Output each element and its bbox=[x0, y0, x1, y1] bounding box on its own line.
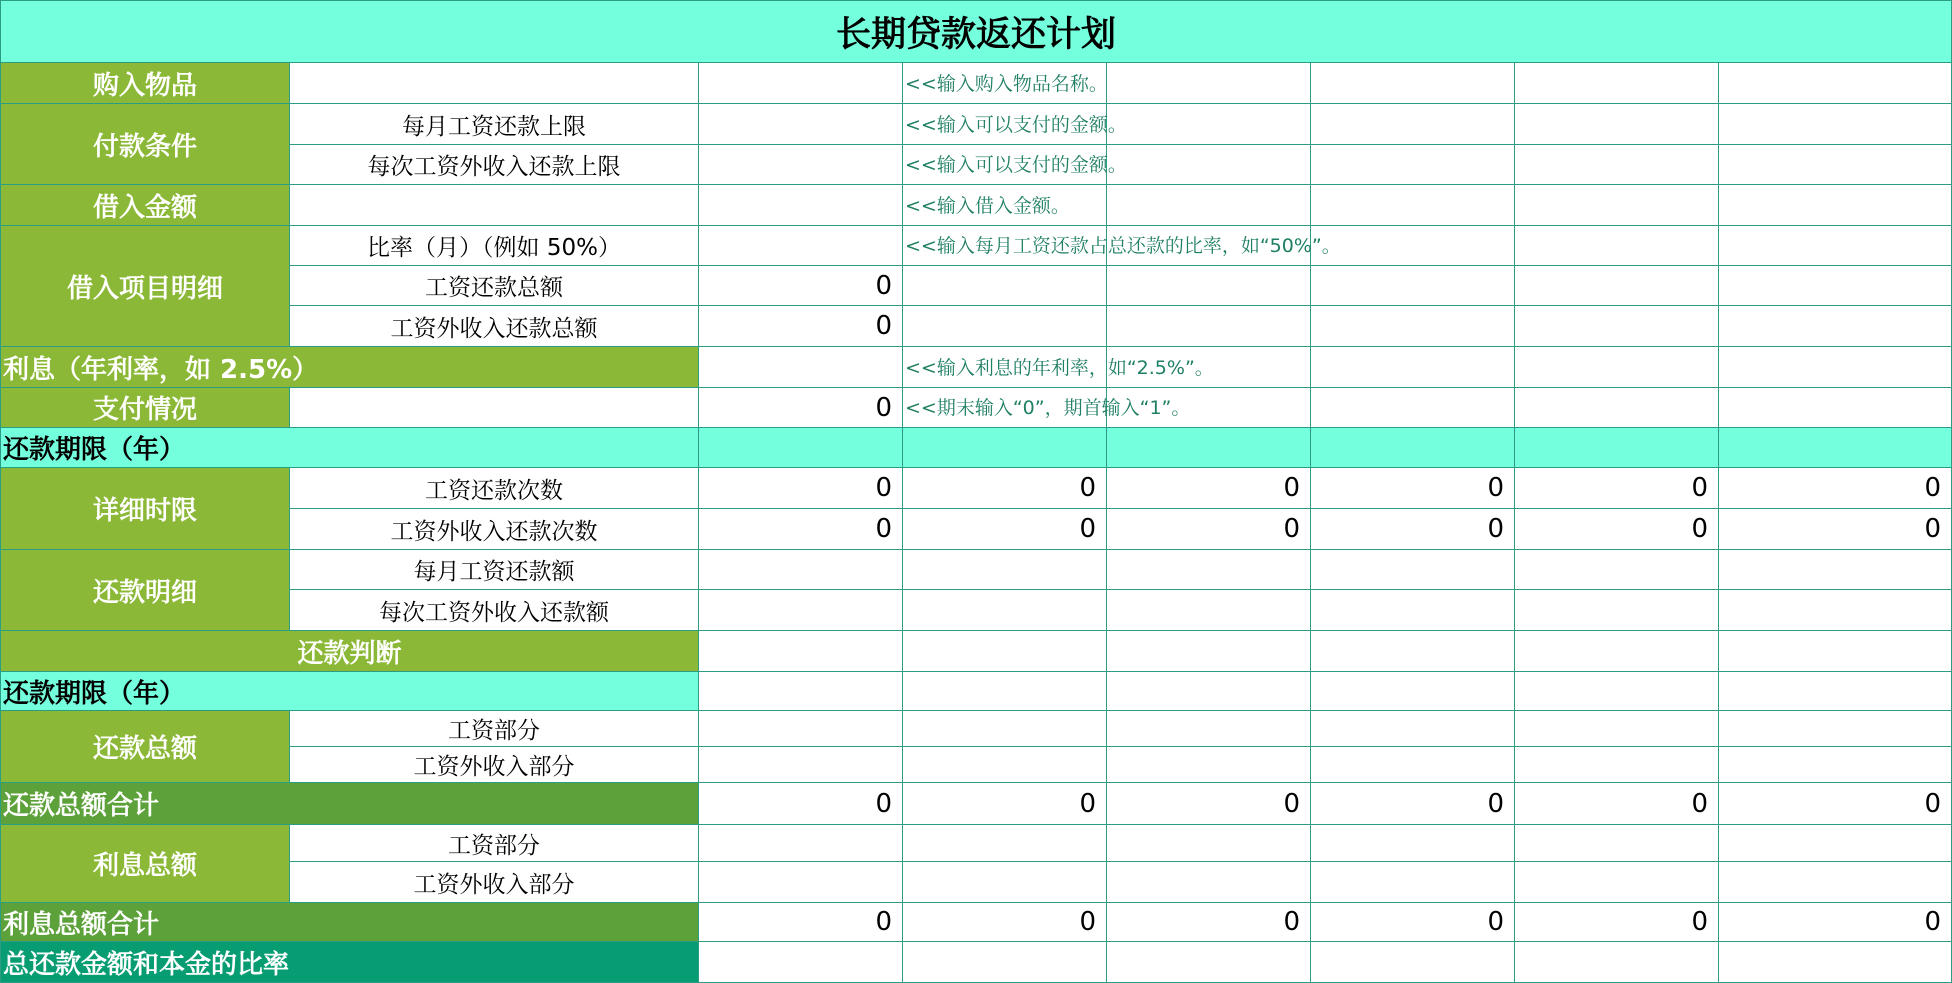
empty-cell[interactable] bbox=[1106, 184, 1311, 226]
empty-cell[interactable] bbox=[1718, 144, 1952, 185]
empty-cell[interactable] bbox=[902, 630, 1107, 672]
empty-cell[interactable] bbox=[698, 746, 903, 783]
empty-cell[interactable] bbox=[698, 589, 903, 631]
label-repay-total: 还款总额 bbox=[0, 710, 290, 783]
band-cell[interactable] bbox=[698, 427, 903, 468]
empty-cell[interactable] bbox=[698, 144, 903, 185]
empty-cell[interactable] bbox=[902, 62, 1107, 104]
empty-cell[interactable] bbox=[1106, 265, 1311, 306]
value-extra-count[interactable]: 0 bbox=[1310, 508, 1515, 550]
empty-cell[interactable] bbox=[1718, 225, 1952, 266]
empty-cell[interactable] bbox=[1106, 305, 1311, 347]
label-salary-part: 工资部分 bbox=[289, 710, 699, 747]
label-purchase: 购入物品 bbox=[0, 62, 290, 104]
label-ratio-total: 总还款金额和本金的比率 bbox=[0, 941, 699, 983]
empty-cell[interactable] bbox=[698, 346, 903, 388]
empty-cell[interactable] bbox=[1106, 387, 1311, 428]
empty-cell[interactable] bbox=[902, 265, 1107, 306]
label-extra-count: 工资外收入还款次数 bbox=[289, 508, 699, 550]
empty-cell[interactable] bbox=[902, 103, 1107, 145]
value-salary-count[interactable]: 0 bbox=[1310, 467, 1515, 509]
empty-cell[interactable] bbox=[698, 184, 903, 226]
value-extra-total[interactable]: 0 bbox=[698, 305, 903, 347]
empty-cell[interactable] bbox=[902, 225, 1107, 266]
empty-cell[interactable] bbox=[1106, 824, 1311, 862]
label-monthly-salary-pay: 每月工资还款额 bbox=[289, 549, 699, 590]
empty-cell[interactable] bbox=[1310, 671, 1515, 711]
value-interest-total-sum[interactable]: 0 bbox=[1718, 902, 1952, 942]
value-extra-count[interactable]: 0 bbox=[1106, 508, 1311, 550]
empty-cell[interactable] bbox=[902, 746, 1107, 783]
band-cell[interactable] bbox=[902, 427, 1107, 468]
empty-cell[interactable] bbox=[1106, 225, 1311, 266]
value-salary-count[interactable]: 0 bbox=[1718, 467, 1952, 509]
empty-cell[interactable] bbox=[1106, 144, 1311, 185]
empty-cell[interactable] bbox=[1106, 671, 1311, 711]
empty-cell[interactable] bbox=[1310, 941, 1515, 983]
empty-cell[interactable] bbox=[1514, 62, 1719, 104]
empty-cell[interactable] bbox=[1106, 589, 1311, 631]
empty-cell[interactable] bbox=[1310, 746, 1515, 783]
empty-cell[interactable] bbox=[1718, 710, 1952, 747]
value-interest-total-sum[interactable]: 0 bbox=[1106, 902, 1311, 942]
empty-cell[interactable] bbox=[902, 549, 1107, 590]
empty-cell[interactable] bbox=[1310, 861, 1515, 903]
empty-cell[interactable] bbox=[1310, 387, 1515, 428]
label-interest-total-sum: 利息总额合计 bbox=[0, 902, 699, 942]
value-extra-count[interactable]: 0 bbox=[1718, 508, 1952, 550]
empty-cell[interactable] bbox=[1310, 824, 1515, 862]
empty-cell[interactable] bbox=[902, 305, 1107, 347]
empty-cell[interactable] bbox=[1718, 62, 1952, 104]
empty-cell[interactable] bbox=[698, 861, 903, 903]
label-detail-term: 详细时限 bbox=[0, 467, 290, 550]
empty-cell[interactable] bbox=[1514, 630, 1719, 672]
empty-cell[interactable] bbox=[1514, 144, 1719, 185]
empty-cell[interactable] bbox=[1514, 549, 1719, 590]
empty-cell[interactable] bbox=[1718, 265, 1952, 306]
empty-cell[interactable] bbox=[698, 710, 903, 747]
empty-cell[interactable] bbox=[1718, 746, 1952, 783]
empty-cell[interactable] bbox=[1514, 589, 1719, 631]
empty-cell[interactable] bbox=[902, 387, 1107, 428]
empty-cell[interactable] bbox=[1514, 184, 1719, 226]
empty-cell[interactable] bbox=[698, 225, 903, 266]
hint-interest: <<输入利息的年利率，如“2.5%”。 bbox=[905, 357, 1214, 379]
label-interest-salary-part: 工资部分 bbox=[289, 824, 699, 862]
value-repay-total-sum[interactable]: 0 bbox=[698, 782, 903, 825]
band-cell[interactable] bbox=[1106, 427, 1311, 468]
empty-cell[interactable] bbox=[1514, 941, 1719, 983]
input-purchase[interactable] bbox=[289, 62, 699, 104]
empty-cell[interactable] bbox=[1718, 346, 1952, 388]
empty-cell[interactable] bbox=[1718, 941, 1952, 983]
empty-cell[interactable] bbox=[1514, 861, 1719, 903]
value-extra-count[interactable]: 0 bbox=[698, 508, 903, 550]
value-salary-total[interactable]: 0 bbox=[698, 265, 903, 306]
value-interest-total-sum[interactable]: 0 bbox=[1310, 902, 1515, 942]
empty-cell[interactable] bbox=[1718, 671, 1952, 711]
empty-cell[interactable] bbox=[698, 824, 903, 862]
hint-extra-cap: <<输入可以支付的金额。 bbox=[905, 154, 1127, 176]
empty-cell[interactable] bbox=[1106, 549, 1311, 590]
empty-cell[interactable] bbox=[902, 861, 1107, 903]
empty-cell[interactable] bbox=[1514, 305, 1719, 347]
empty-cell[interactable] bbox=[1514, 225, 1719, 266]
hint-ratio: <<输入每月工资还款占总还款的比率，如“50%”。 bbox=[905, 235, 1341, 257]
empty-cell[interactable] bbox=[1514, 103, 1719, 145]
empty-cell[interactable] bbox=[1718, 103, 1952, 145]
label-salary-total: 工资还款总额 bbox=[289, 265, 699, 306]
empty-cell[interactable] bbox=[902, 144, 1107, 185]
value-extra-count[interactable]: 0 bbox=[902, 508, 1107, 550]
label-salary-count: 工资还款次数 bbox=[289, 467, 699, 509]
empty-cell[interactable] bbox=[1106, 861, 1311, 903]
band-cell[interactable] bbox=[1514, 427, 1719, 468]
empty-cell[interactable] bbox=[1310, 225, 1515, 266]
empty-cell[interactable] bbox=[1310, 346, 1515, 388]
value-repay-total-sum[interactable]: 0 bbox=[1514, 782, 1719, 825]
label-payment-terms: 付款条件 bbox=[0, 103, 290, 185]
empty-cell[interactable] bbox=[902, 346, 1107, 388]
empty-cell[interactable] bbox=[698, 671, 903, 711]
empty-cell[interactable] bbox=[1718, 549, 1952, 590]
empty-cell[interactable] bbox=[1310, 549, 1515, 590]
label-repay-judge: 还款判断 bbox=[0, 630, 699, 672]
label-loan-details: 借入项目明细 bbox=[0, 225, 290, 347]
page-title: 长期贷款返还计划 bbox=[0, 0, 1952, 63]
value-repay-total-sum[interactable]: 0 bbox=[1106, 782, 1311, 825]
empty-cell[interactable] bbox=[698, 549, 903, 590]
value-salary-count[interactable]: 0 bbox=[902, 467, 1107, 509]
empty-cell[interactable] bbox=[698, 103, 903, 145]
empty-cell[interactable] bbox=[1514, 265, 1719, 306]
empty-cell[interactable] bbox=[1718, 824, 1952, 862]
empty-cell[interactable] bbox=[1310, 630, 1515, 672]
label-payment-status: 支付情况 bbox=[0, 387, 290, 428]
input-payment-status[interactable] bbox=[289, 387, 699, 428]
hint-purchase: <<输入购入物品名称。 bbox=[905, 73, 1108, 95]
empty-cell[interactable] bbox=[1106, 62, 1311, 104]
empty-cell[interactable] bbox=[1718, 630, 1952, 672]
hint-payment: <<期末输入“0”，期首输入“1”。 bbox=[905, 397, 1191, 419]
empty-cell[interactable] bbox=[1514, 824, 1719, 862]
empty-cell[interactable] bbox=[1310, 305, 1515, 347]
empty-cell[interactable] bbox=[1514, 671, 1719, 711]
band-cell[interactable] bbox=[1718, 427, 1952, 468]
empty-cell[interactable] bbox=[1718, 184, 1952, 226]
label-monthly-cap: 每月工资还款上限 bbox=[289, 103, 699, 145]
empty-cell[interactable] bbox=[1310, 589, 1515, 631]
input-loan-amount[interactable] bbox=[289, 184, 699, 226]
empty-cell[interactable] bbox=[1106, 346, 1311, 388]
label-interest-total: 利息总额 bbox=[0, 824, 290, 903]
empty-cell[interactable] bbox=[902, 671, 1107, 711]
empty-cell[interactable] bbox=[1106, 746, 1311, 783]
label-extra-part: 工资外收入部分 bbox=[289, 746, 699, 783]
empty-cell[interactable] bbox=[1310, 103, 1515, 145]
empty-cell[interactable] bbox=[1514, 346, 1719, 388]
empty-cell[interactable] bbox=[902, 184, 1107, 226]
empty-cell[interactable] bbox=[1514, 387, 1719, 428]
label-extra-total: 工资外收入还款总额 bbox=[289, 305, 699, 347]
empty-cell[interactable] bbox=[1718, 387, 1952, 428]
empty-cell[interactable] bbox=[1310, 265, 1515, 306]
empty-cell[interactable] bbox=[698, 941, 903, 983]
label-repay-total-sum: 还款总额合计 bbox=[0, 782, 699, 825]
label-repay-detail: 还款明细 bbox=[0, 549, 290, 631]
label-term-years-2: 还款期限（年） bbox=[0, 671, 699, 711]
value-interest-total-sum[interactable]: 0 bbox=[902, 902, 1107, 942]
value-interest-total-sum[interactable]: 0 bbox=[1514, 902, 1719, 942]
value-extra-count[interactable]: 0 bbox=[1514, 508, 1719, 550]
empty-cell[interactable] bbox=[1718, 861, 1952, 903]
label-each-extra-pay: 每次工资外收入还款额 bbox=[289, 589, 699, 631]
empty-cell[interactable] bbox=[1106, 710, 1311, 747]
value-repay-total-sum[interactable]: 0 bbox=[1310, 782, 1515, 825]
empty-cell[interactable] bbox=[1106, 103, 1311, 145]
value-salary-count[interactable]: 0 bbox=[1514, 467, 1719, 509]
empty-cell[interactable] bbox=[1106, 630, 1311, 672]
empty-cell[interactable] bbox=[1718, 305, 1952, 347]
empty-cell[interactable] bbox=[902, 710, 1107, 747]
empty-cell[interactable] bbox=[1514, 746, 1719, 783]
label-term-years: 还款期限（年） bbox=[0, 427, 699, 468]
label-interest: 利息（年利率，如 2.5%） bbox=[0, 346, 699, 388]
empty-cell[interactable] bbox=[1310, 144, 1515, 185]
label-interest-extra-part: 工资外收入部分 bbox=[289, 861, 699, 903]
hint-loan-amount: <<输入借入金额。 bbox=[905, 195, 1070, 217]
empty-cell[interactable] bbox=[1310, 62, 1515, 104]
band-cell[interactable] bbox=[1310, 427, 1515, 468]
empty-cell[interactable] bbox=[1718, 589, 1952, 631]
value-interest-total-sum[interactable]: 0 bbox=[698, 902, 903, 942]
value-salary-count[interactable]: 0 bbox=[1106, 467, 1311, 509]
empty-cell[interactable] bbox=[1106, 941, 1311, 983]
empty-cell[interactable] bbox=[902, 589, 1107, 631]
label-extra-cap: 每次工资外收入还款上限 bbox=[289, 144, 699, 185]
label-ratio-month: 比率（月）（例如 50%） bbox=[289, 225, 699, 266]
empty-cell[interactable] bbox=[902, 824, 1107, 862]
value-salary-count[interactable]: 0 bbox=[698, 467, 903, 509]
value-repay-total-sum[interactable]: 0 bbox=[902, 782, 1107, 825]
hint-monthly-cap: <<输入可以支付的金额。 bbox=[905, 114, 1127, 136]
empty-cell[interactable] bbox=[1310, 184, 1515, 226]
empty-cell[interactable] bbox=[902, 941, 1107, 983]
empty-cell[interactable] bbox=[698, 62, 903, 104]
empty-cell[interactable] bbox=[698, 630, 903, 672]
empty-cell[interactable] bbox=[1514, 710, 1719, 747]
value-payment-status[interactable]: 0 bbox=[698, 387, 903, 428]
empty-cell[interactable] bbox=[1310, 710, 1515, 747]
label-loan-amount: 借入金额 bbox=[0, 184, 290, 226]
value-repay-total-sum[interactable]: 0 bbox=[1718, 782, 1952, 825]
